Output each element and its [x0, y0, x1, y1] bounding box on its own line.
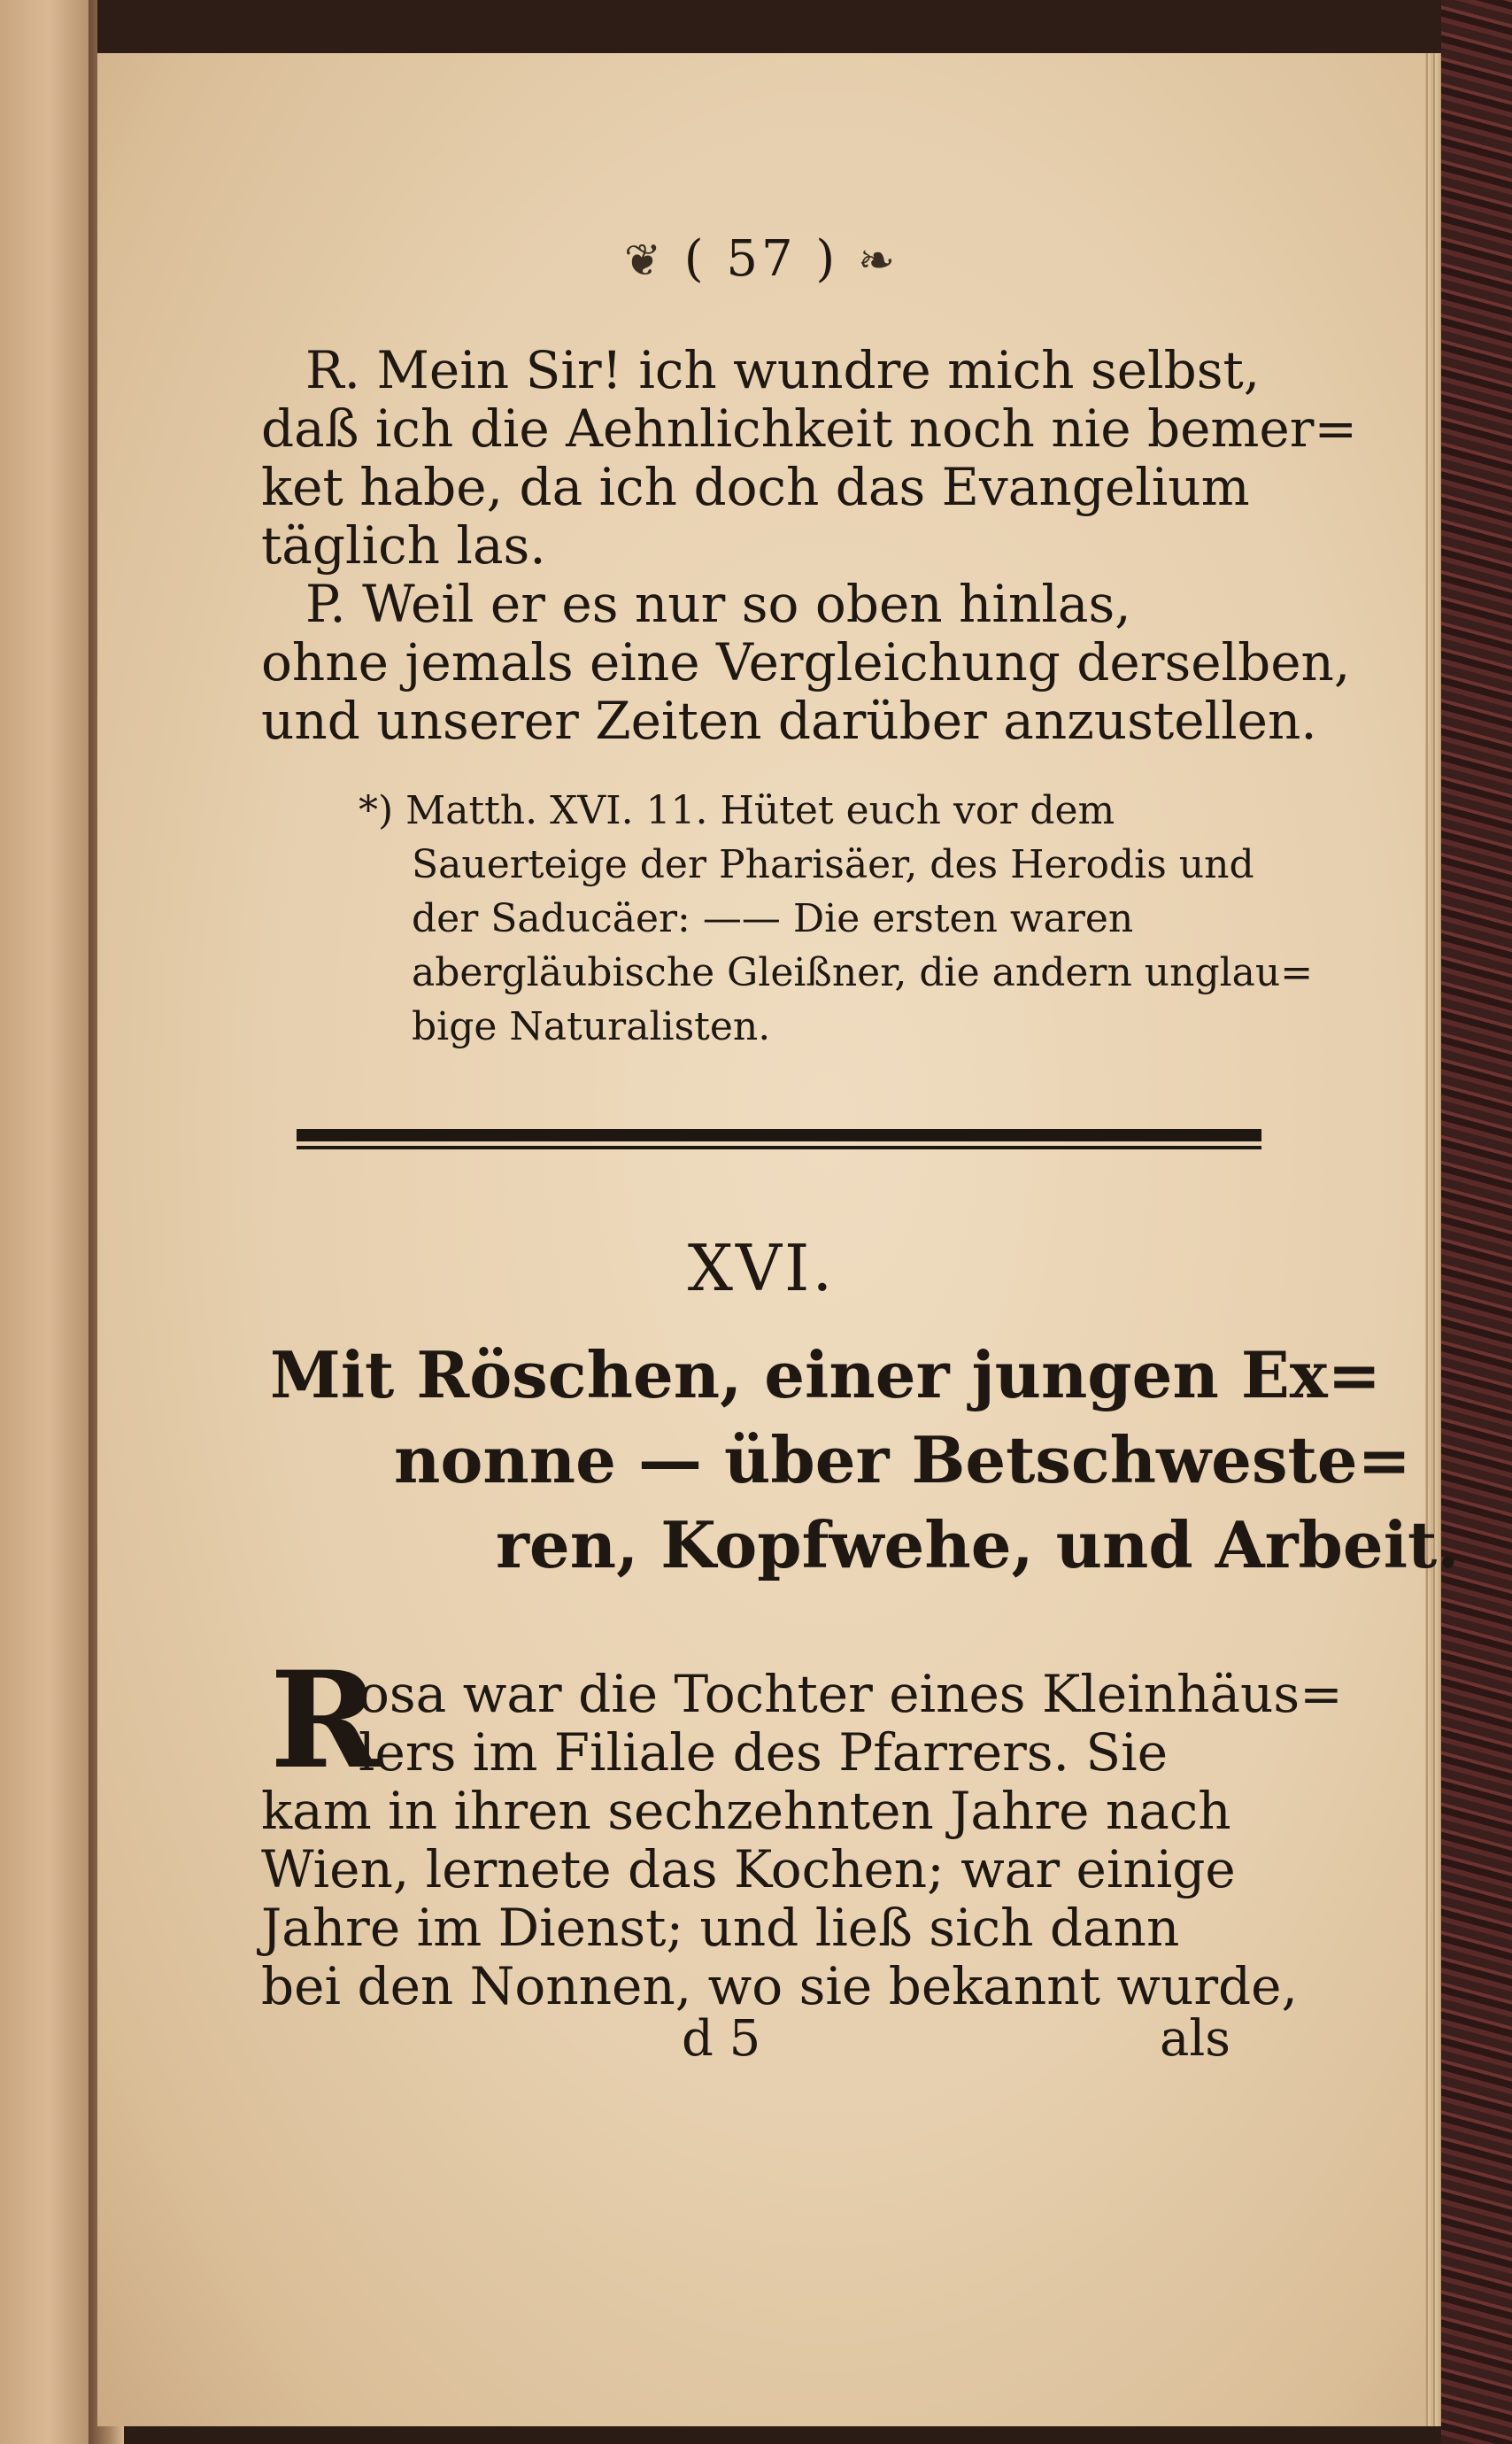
- catchword: als: [1160, 2010, 1231, 2068]
- ornament-right-icon: ❧: [858, 235, 899, 286]
- body-text: [261, 1643, 1343, 2016]
- footnote-line: *) Matth. XVI. 11. Hütet euch vor dem: [359, 788, 1115, 833]
- ornament-left-icon: ❦: [624, 235, 665, 286]
- title-line: nonne — über Betschweste=: [394, 1422, 1411, 1497]
- text-line: lers im Filiale des Pfarrers. Sie: [359, 1722, 1169, 1783]
- text-line: daß ich die Aehnlichkeit noch nie bemer=: [261, 398, 1358, 459]
- section-title: [270, 1333, 1460, 1588]
- text-line: ohne jemals eine Vergleichung derselben,: [261, 632, 1351, 692]
- book-cover-spine: [1441, 0, 1512, 2444]
- text-line: Jahre im Dienst; und ließ sich dann: [261, 1898, 1180, 1958]
- footnote-line: bige Naturalisten.: [412, 1004, 771, 1049]
- book-cover-top: [97, 0, 1512, 53]
- title-line: ren, Kopfwehe, und Arbeit.: [496, 1507, 1460, 1582]
- section-divider: [297, 1129, 1261, 1159]
- text-line: bei den Nonnen, wo sie bekannt wurde,: [261, 1956, 1298, 2016]
- title-line: Mit Röschen, einer jungen Ex=: [270, 1337, 1382, 1412]
- drop-cap: R: [270, 1643, 381, 1798]
- text-line: und unserer Zeiten darüber anzustellen.: [261, 691, 1317, 751]
- left-page-edge: [0, 0, 97, 2444]
- footnote-line: abergläubische Gleißner, die andern unglau=: [412, 950, 1314, 995]
- text-line: R. Mein Sir! ich wundre mich selbst,: [305, 340, 1261, 400]
- text-line: kam in ihren sechzehnten Jahre nach: [261, 1781, 1231, 1841]
- section-number: XVI.: [687, 1231, 836, 1305]
- text-line: Wien, lernete das Kochen; war einige: [261, 1839, 1236, 1899]
- page-number: ( 57 ): [683, 230, 839, 288]
- footnote-line: der Saducäer: —— Die ersten waren: [412, 896, 1134, 941]
- text-line: ket habe, da ich doch das Evangelium: [261, 457, 1250, 517]
- signature-mark: d 5: [682, 2010, 761, 2068]
- text-line: täglich las.: [261, 515, 546, 576]
- dialogue-block: [261, 340, 1358, 751]
- footnote-line: Sauerteige der Pharisäer, des Herodis und: [412, 842, 1254, 887]
- footnote: [261, 784, 1314, 1054]
- text-line: P. Weil er es nur so oben hinlas,: [305, 574, 1131, 634]
- book-page: [97, 53, 1460, 2426]
- text-line: osa war die Tochter eines Kleinhäus=: [359, 1664, 1343, 1724]
- page-header: [97, 230, 1425, 288]
